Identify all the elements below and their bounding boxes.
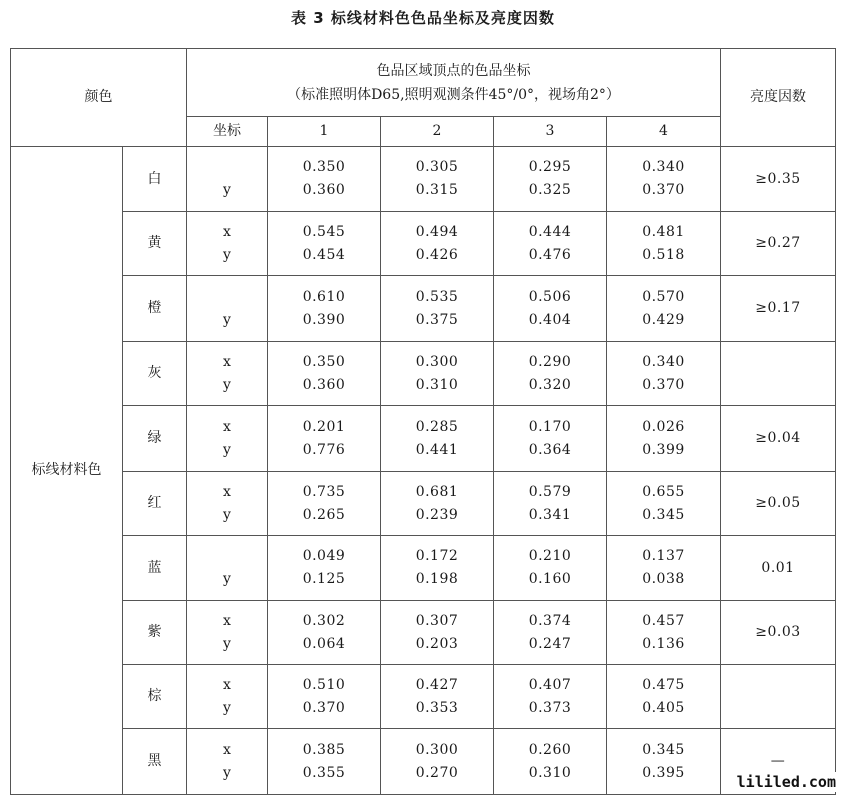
table-row [11, 406, 836, 472]
color-name-cell: 绿 [123, 406, 187, 472]
table-row [11, 536, 836, 601]
y-value: 0.405 [642, 699, 685, 716]
vertex-2-cell [381, 147, 494, 212]
vertex-3-cell [494, 276, 607, 342]
vertex-3-cell [494, 342, 607, 406]
vertex-2-cell [381, 342, 494, 406]
x-value: 0.655 [642, 483, 685, 500]
x-value: 0.345 [642, 741, 685, 758]
color-name-cell: 白 [123, 147, 187, 212]
vertex-3-cell [494, 601, 607, 665]
x-value: 0.545 [302, 223, 346, 240]
x-value: 0.049 [302, 548, 346, 564]
vertex-3-cell [494, 665, 607, 729]
x-value: 0.385 [302, 741, 346, 758]
x-value: 0.481 [642, 223, 685, 240]
y-label: y [223, 376, 231, 393]
luminance-cell: ≥0.03 [721, 601, 836, 665]
vertex-1-cell [268, 342, 381, 406]
vertex-4-cell [607, 147, 721, 212]
y-value: 0.198 [415, 571, 459, 587]
y-value: 0.360 [302, 182, 346, 198]
y-value: 0.454 [302, 246, 346, 263]
table-row [11, 601, 836, 665]
vertex-1-cell [268, 536, 381, 601]
vertex-4-cell [607, 212, 721, 276]
y-label: y [223, 635, 231, 652]
vertex-2-cell [381, 406, 494, 472]
y-value: 0.064 [302, 635, 346, 652]
luminance-cell: ≥0.04 [721, 406, 836, 472]
y-value: 0.353 [415, 699, 459, 716]
vertex-4-cell [607, 536, 721, 601]
vertex-1-cell [268, 729, 381, 795]
header-vertex-2: 2 [381, 117, 494, 147]
y-label: y [223, 441, 231, 458]
vertex-1-cell [268, 472, 381, 536]
x-value: 0.407 [528, 676, 572, 693]
luminance-cell: — [721, 729, 836, 795]
x-value: 0.302 [302, 612, 346, 629]
x-label [187, 286, 267, 309]
coord-label-cell [187, 536, 268, 601]
vertex-2-cell [381, 665, 494, 729]
y-value: 0.364 [528, 441, 572, 458]
y-value: 0.265 [302, 506, 346, 523]
x-label: x [223, 483, 231, 500]
y-value: 0.370 [642, 182, 685, 198]
y-label: y [223, 311, 231, 328]
table-row [11, 729, 836, 795]
y-value: 0.375 [415, 311, 459, 328]
vertex-2-cell [381, 212, 494, 276]
x-value: 0.579 [528, 483, 572, 500]
y-value: 0.325 [528, 182, 572, 198]
y-value: 0.476 [528, 246, 572, 263]
header-coord: 坐标 [187, 117, 268, 147]
x-value: 0.300 [415, 741, 459, 758]
color-name-cell: 黄 [123, 212, 187, 276]
y-value: 0.136 [642, 635, 685, 652]
y-value: 0.038 [642, 571, 685, 587]
coord-label-cell [187, 276, 268, 342]
color-name-cell: 红 [123, 472, 187, 536]
x-value: 0.305 [415, 159, 459, 175]
x-value: 0.340 [642, 353, 685, 370]
y-value: 0.441 [415, 441, 459, 458]
y-value: 0.203 [415, 635, 459, 652]
y-value: 0.518 [642, 246, 685, 263]
y-label: y [223, 699, 231, 716]
color-name-cell: 蓝 [123, 536, 187, 601]
coord-label-cell [187, 212, 268, 276]
vertex-3-cell [494, 212, 607, 276]
y-value: 0.247 [528, 635, 572, 652]
x-value: 0.260 [528, 741, 572, 758]
luminance-cell: ≥0.35 [721, 147, 836, 212]
header-vertex-4: 4 [607, 117, 721, 147]
vertex-4-cell [607, 276, 721, 342]
vertex-3-cell [494, 729, 607, 795]
y-value: 0.399 [642, 441, 685, 458]
table-row [11, 147, 836, 212]
y-value: 0.341 [528, 506, 572, 523]
y-value: 0.360 [302, 376, 346, 393]
y-value: 0.373 [528, 699, 572, 716]
x-value: 0.506 [528, 288, 572, 305]
x-value: 0.340 [642, 159, 685, 175]
x-value: 0.681 [415, 483, 459, 500]
luminance-cell [721, 342, 836, 406]
y-value: 0.239 [415, 506, 459, 523]
y-label: y [223, 764, 231, 781]
x-value: 0.535 [415, 288, 459, 305]
vertex-2-cell [381, 276, 494, 342]
table-row [11, 472, 836, 536]
x-value: 0.026 [642, 418, 685, 435]
vertex-2-cell [381, 729, 494, 795]
x-value: 0.307 [415, 612, 459, 629]
vertex-3-cell [494, 147, 607, 212]
y-value: 0.345 [642, 506, 685, 523]
x-value: 0.374 [528, 612, 572, 629]
header-row-1 [11, 49, 836, 117]
y-value: 0.310 [528, 764, 572, 781]
header-vertex-3: 3 [494, 117, 607, 147]
table-row [11, 342, 836, 406]
x-value: 0.570 [642, 288, 685, 305]
header-color: 颜色 [11, 49, 187, 147]
x-value: 0.457 [642, 612, 685, 629]
y-label: y [223, 571, 231, 587]
y-value: 0.125 [302, 571, 346, 587]
y-value: 0.395 [642, 764, 685, 781]
x-label: x [223, 741, 231, 758]
luminance-cell [721, 665, 836, 729]
x-label [187, 156, 267, 179]
vertex-3-cell [494, 406, 607, 472]
coord-label-cell [187, 472, 268, 536]
coord-label-cell [187, 147, 268, 212]
x-value: 0.444 [528, 223, 572, 240]
x-value: 0.290 [528, 353, 572, 370]
luminance-cell: ≥0.17 [721, 276, 836, 342]
vertex-1-cell [268, 212, 381, 276]
color-name-cell: 灰 [123, 342, 187, 406]
x-value: 0.137 [642, 548, 685, 564]
vertex-1-cell [268, 276, 381, 342]
color-name-cell: 黑 [123, 729, 187, 795]
header-region-line2: （标准照明体D65,照明观测条件45°/0°，视场角2°） [287, 86, 620, 103]
header-vertex-1: 1 [268, 117, 381, 147]
x-label: x [223, 676, 231, 693]
header-region [187, 49, 721, 117]
category-cell: 标线材料色 [11, 147, 123, 795]
x-value: 0.172 [415, 548, 459, 564]
y-value: 0.370 [642, 376, 685, 393]
x-value: 0.610 [302, 288, 346, 305]
x-label: x [223, 353, 231, 370]
x-value: 0.201 [302, 418, 346, 435]
luminance-cell: ≥0.27 [721, 212, 836, 276]
x-value: 0.300 [415, 353, 459, 370]
luminance-cell: 0.01 [721, 536, 836, 601]
vertex-1-cell [268, 147, 381, 212]
x-value: 0.350 [302, 353, 346, 370]
coord-label-cell [187, 601, 268, 665]
y-value: 0.426 [415, 246, 459, 263]
y-value: 0.160 [528, 571, 572, 587]
x-value: 0.510 [302, 676, 346, 693]
coord-label-cell [187, 406, 268, 472]
x-value: 0.350 [302, 159, 346, 175]
watermark: lililed.com [733, 772, 840, 792]
vertex-4-cell [607, 406, 721, 472]
x-label: x [223, 418, 231, 435]
vertex-1-cell [268, 665, 381, 729]
y-label: y [223, 182, 231, 198]
x-value: 0.210 [528, 548, 572, 564]
y-label: y [223, 246, 231, 263]
coord-label-cell [187, 665, 268, 729]
luminance-cell: ≥0.05 [721, 472, 836, 536]
color-name-cell: 紫 [123, 601, 187, 665]
x-value: 0.170 [528, 418, 572, 435]
y-label: y [223, 506, 231, 523]
table-row [11, 665, 836, 729]
color-name-cell: 橙 [123, 276, 187, 342]
vertex-2-cell [381, 536, 494, 601]
vertex-4-cell [607, 665, 721, 729]
vertex-4-cell [607, 601, 721, 665]
table-row [11, 212, 836, 276]
table-row [11, 276, 836, 342]
coord-label-cell [187, 729, 268, 795]
header-luminance: 亮度因数 [721, 49, 836, 147]
vertex-3-cell [494, 472, 607, 536]
y-value: 0.370 [302, 699, 346, 716]
vertex-4-cell [607, 472, 721, 536]
x-label: x [223, 612, 231, 629]
x-value: 0.475 [642, 676, 685, 693]
vertex-1-cell [268, 601, 381, 665]
vertex-3-cell [494, 536, 607, 601]
y-value: 0.776 [302, 441, 346, 458]
color-name-cell: 棕 [123, 665, 187, 729]
vertex-2-cell [381, 472, 494, 536]
y-value: 0.404 [528, 311, 572, 328]
x-value: 0.735 [302, 483, 346, 500]
y-value: 0.429 [642, 311, 685, 328]
vertex-2-cell [381, 601, 494, 665]
coord-label-cell [187, 342, 268, 406]
table-title: 表 3 标线材料色色品坐标及亮度因数 [291, 9, 555, 27]
vertex-4-cell [607, 729, 721, 795]
vertex-1-cell [268, 406, 381, 472]
vertex-4-cell [607, 342, 721, 406]
y-value: 0.270 [415, 764, 459, 781]
x-value: 0.427 [415, 676, 459, 693]
header-region-line1: 色品区域顶点的色品坐标 [376, 62, 531, 79]
y-value: 0.390 [302, 311, 346, 328]
x-label [187, 545, 267, 568]
y-value: 0.315 [415, 182, 459, 198]
chromaticity-table [10, 48, 836, 795]
y-value: 0.320 [528, 376, 572, 393]
x-value: 0.285 [415, 418, 459, 435]
x-value: 0.295 [528, 159, 572, 175]
y-value: 0.310 [415, 376, 459, 393]
x-label: x [223, 223, 231, 240]
x-value: 0.494 [415, 223, 459, 240]
y-value: 0.355 [302, 764, 346, 781]
